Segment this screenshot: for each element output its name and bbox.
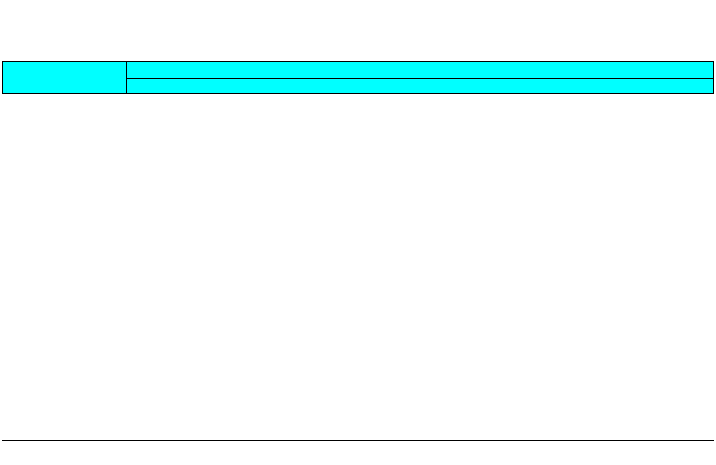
table-header — [2, 61, 714, 94]
puerto-header-cell — [3, 62, 127, 93]
production-group-header — [127, 62, 713, 79]
bottom-rule — [2, 440, 714, 441]
